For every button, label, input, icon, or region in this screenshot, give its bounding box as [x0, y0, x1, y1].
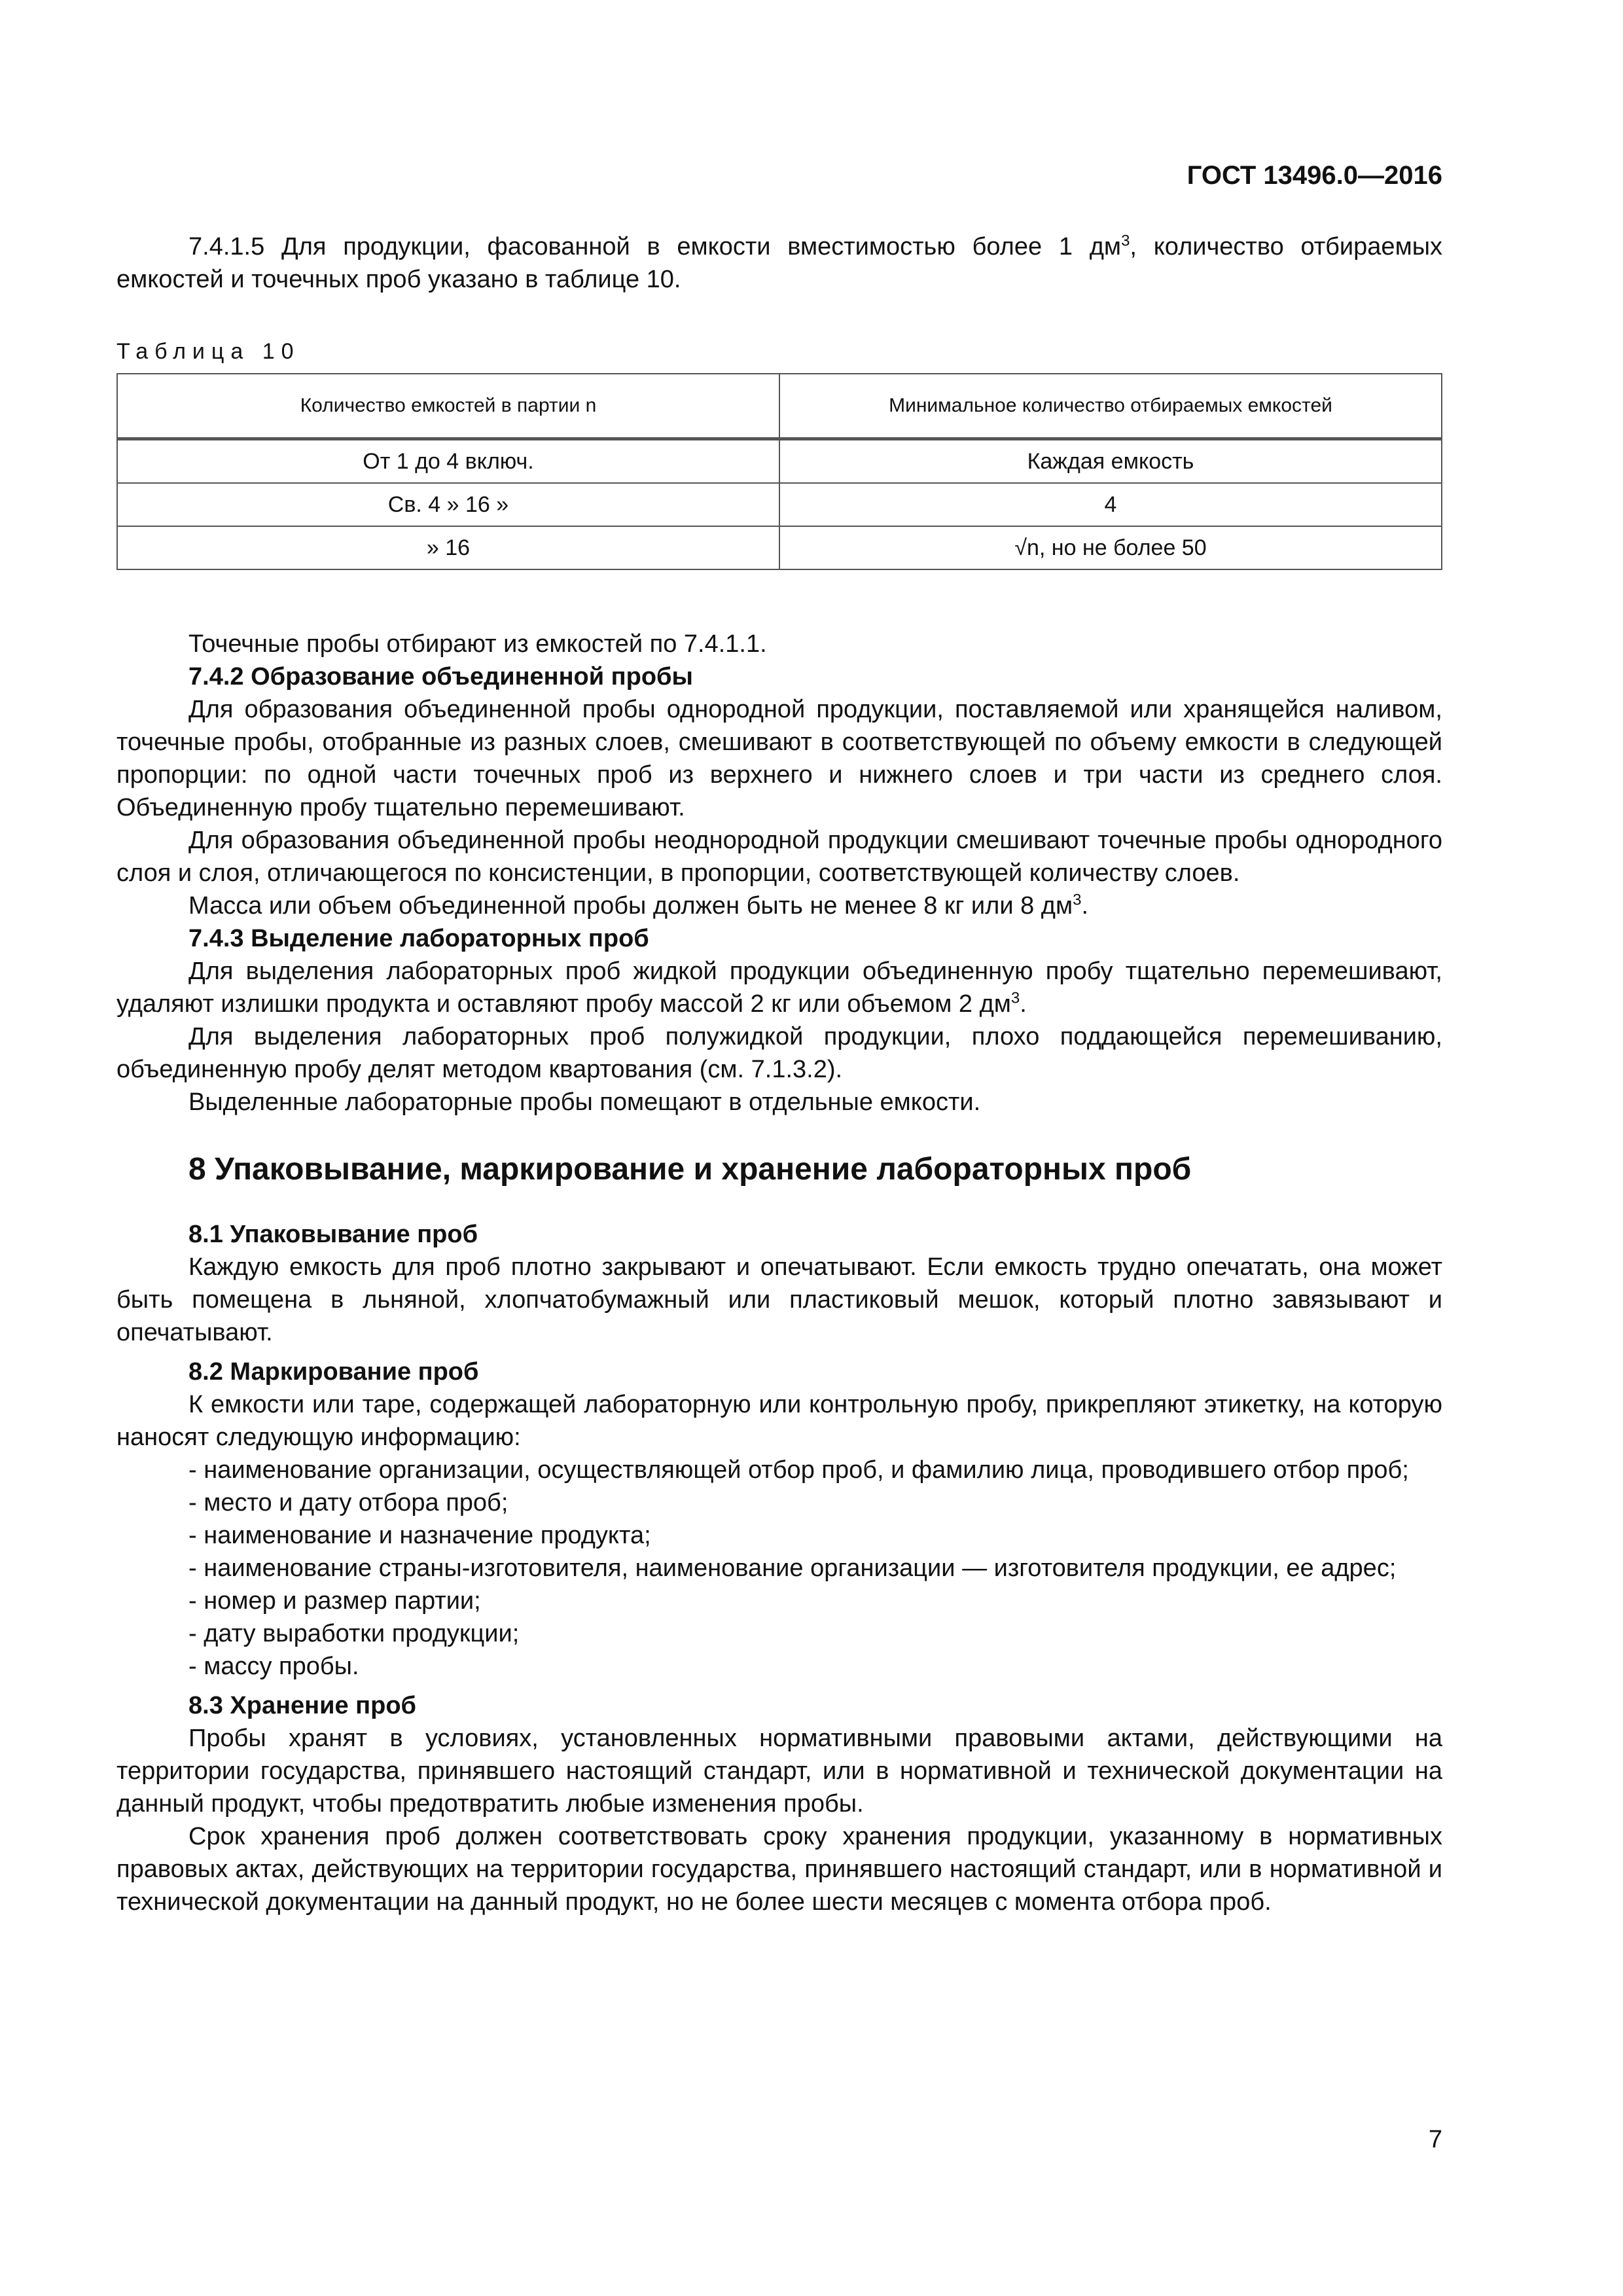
section-heading-7-4-2: 7.4.2 Образование объединенной пробы [188, 663, 693, 691]
section-heading-8-1: 8.1 Упаковывание проб [188, 1221, 478, 1248]
list-item: - наименование организации, осуществляющей отбор проб, и фамилию лица, проводившего отбор проб; [188, 1456, 1409, 1484]
list-item: - номер и размер партии; [188, 1587, 481, 1615]
table-cell: √n, но не более 50 [779, 526, 1442, 569]
superscript: 3 [1010, 989, 1020, 1007]
paragraph: Точечные пробы отбирают из емкостей по 7.4.1.1. [188, 630, 767, 658]
list-item: - дату выработки продукции; [188, 1620, 520, 1647]
paragraph: Срок хранения проб должен соответствовать сроку хранения продукции, указанному в нормативных правовых актах, действующих на территории государства, принявшего настоящий стандарт, или в нормативной и технической документации на данный продукт, но не более шести месяцев с момента отбора проб. [116, 1823, 1442, 1916]
section-heading-8-2: 8.2 Маркирование проб [188, 1358, 479, 1386]
table-10 [116, 373, 1442, 570]
paragraph-text: Для выделения лабораторных проб жидкой продукции объединенную пробу тщательно перемешивают, удаляют излишки продукта и оставляют пробу массой 2 кг или объемом 2 дм [116, 958, 1442, 1018]
paragraph [116, 889, 1442, 922]
paragraph: Для образования объединенной пробы однородной продукции, поставляемой или хранящейся наливом, точечные пробы, отобранные из разных слоев, смешивают в соответствующей по объему емкости в следующей пропорции: по одной части точечных проб из верхнего и нижнего слоев и три части из среднего слоя. Объединенную пробу тщательно перемешивают. [116, 696, 1442, 821]
paragraph: Пробы хранят в условиях, установленных нормативными правовыми актами, действующими на территории государства, принявшего настоящий стандарт, или в нормативной и технической документации на данный продукт, чтобы предотвратить любые изменения пробы. [116, 1725, 1442, 1818]
paragraph: Для образования объединенной пробы неоднородной продукции смешивают точечные пробы однородного слоя и слоя, отличающегося по консистенции, в пропорции, соответствующей количеству слоев. [116, 827, 1442, 887]
paragraph [116, 955, 1442, 1020]
list-item: - наименование и назначение продукта; [188, 1522, 651, 1549]
paragraph: Выделенные лабораторные пробы помещают в отдельные емкости. [188, 1088, 981, 1116]
table-cell: От 1 до 4 включ. [117, 439, 779, 484]
table-header-row [117, 374, 1442, 439]
list-item: - место и дату отбора проб; [188, 1489, 508, 1516]
paragraph-text: Масса или объем объединенной пробы должен быть не менее 8 кг или 8 дм [188, 892, 1073, 920]
table-cell: 4 [779, 483, 1442, 526]
table-caption: Таблица 10 [116, 339, 300, 364]
paragraph-text: 7.4.1.5 Для продукции, фасованной в емкости вместимостью более 1 дм [188, 233, 1122, 260]
table-cell: Каждая емкость [779, 439, 1442, 484]
paragraph-text: . [1081, 892, 1089, 920]
table-header-cell: Минимальное количество отбираемых емкостей [779, 374, 1442, 439]
paragraph: Каждую емкость для проб плотно закрывают и опечатывают. Если емкость трудно опечатать, она может быть помещена в льняной, хлопчатобумажный или пластиковый мешок, который плотно завязывают и опечатывают. [116, 1253, 1442, 1346]
table-row [117, 526, 1442, 569]
list-item: - наименование страны-изготовителя, наименование организации — изготовителя продукции, ее адрес; [188, 1554, 1397, 1582]
superscript: 3 [1121, 232, 1130, 250]
section-heading-7-4-3: 7.4.3 Выделение лабораторных проб [188, 925, 649, 952]
table-row [117, 483, 1442, 526]
section-heading-8: 8 Упаковывание, маркирование и хранение лабораторных проб [188, 1152, 1192, 1187]
superscript: 3 [1073, 891, 1082, 909]
document-designation: ГОСТ 13496.0—2016 [1186, 161, 1442, 190]
paragraph: К емкости или таре, содержащей лабораторную или контрольную пробу, прикрепляют этикетку, на которую наносят следующую информацию: [116, 1391, 1442, 1451]
table-cell: Св. 4 » 16 » [117, 483, 779, 526]
paragraph: Для выделения лабораторных проб полужидкой продукции, плохо поддающейся перемешиванию, объединенную пробу делят методом квартования (см. 7.1.3.2). [116, 1023, 1442, 1083]
table-header-cell: Количество емкостей в партии n [117, 374, 779, 439]
section-heading-8-3: 8.3 Хранение проб [188, 1692, 417, 1719]
page-body [116, 230, 1442, 1918]
page-number: 7 [1428, 2126, 1442, 2153]
paragraph-text: . [1020, 990, 1027, 1018]
paragraph-7-4-1-5 [116, 230, 1442, 296]
table-row [117, 439, 1442, 484]
table-cell: » 16 [117, 526, 779, 569]
list-item: - массу пробы. [188, 1653, 359, 1680]
paragraph-text: , количество отбираемых емкостей и точечных проб указано в таблице 10. [116, 233, 1443, 293]
